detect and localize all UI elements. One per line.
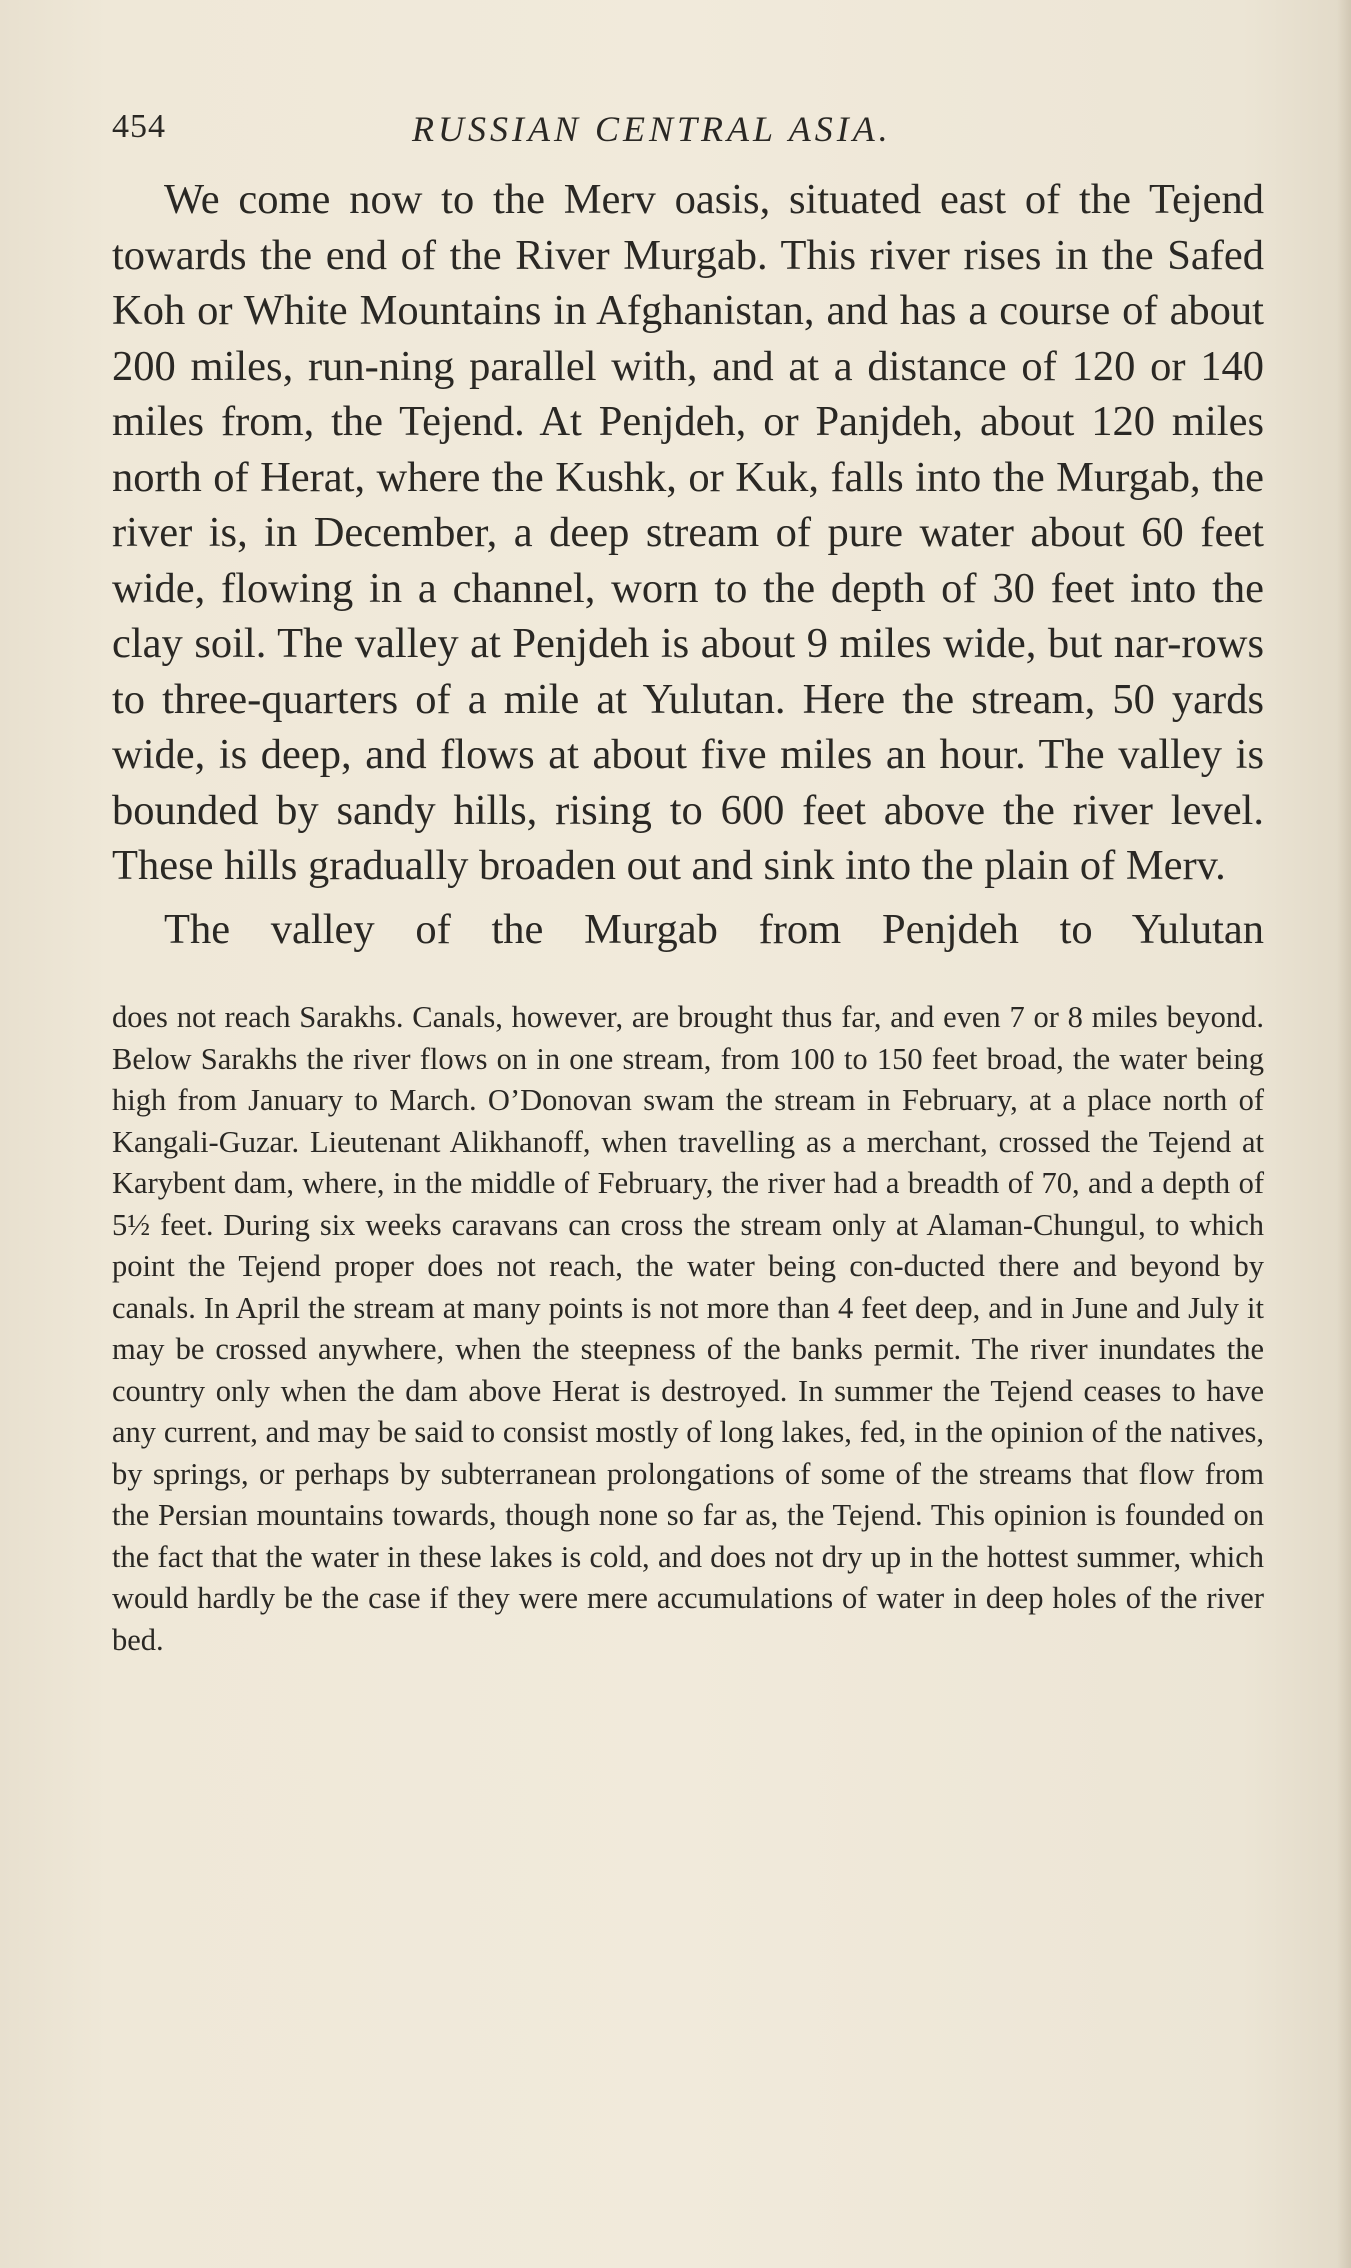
paragraph-merv-oasis: We come now to the Merv oasis, situated east of the Tejend towards the end of the River Murgab. This river rises in the Safed Koh or White Mountains in Afghanistan, and has a course of about 200 miles, run-ning parallel with, and at a distance of 120 or 140 miles from, the Tejend. At Penjdeh, or Panjdeh, about 120 miles north of Herat, where the Kushk, or Kuk, falls into the Murgab, the river is, in December, a deep stream of pure water about 60 feet wide, flowing in a channel, worn to the depth of 30 feet into the clay soil. The valley at Penjdeh is about 9 miles wide, but nar-rows to three-quarters of a mile at Yulutan. Here the stream, 50 yards wide, is deep, and flows at about five miles an hour. The valley is bounded by sandy hills, rising to 600 feet above the river level. These hills gradually broaden out and sink into the plain of Merv. [112,176,1264,889]
body-text [112,172,1264,1661]
paragraph-tejend-notes: does not reach Sarakhs. Canals, however, are brought thus far, and even 7 or 8 miles beyond. Below Sarakhs the river flows on in one stream, from 100 to 150 feet broad, the water being high from January to March. O’Donovan swam the stream in February, at a place north of Kangali-Guzar. Lieutenant Alikhanoff, when travelling as a merchant, crossed the Tejend at Karybent dam, where, in the middle of February, the river had a breadth of 70, and a depth of 5½ feet. During six weeks caravans can cross the stream only at Alaman-Chungul, to which point the Tejend proper does not reach, the water being con-ducted there and beyond by canals. In April the stream at many points is not more than 4 feet deep, and in June and July it may be crossed anywhere, when the steepness of the banks permit. The river inundates the country only when the dam above Herat is destroyed. In summer the Tejend ceases to have any current, and may be said to consist mostly of long lakes, fed, in the opinion of the natives, by springs, or perhaps by subterranean prolongations of some of the streams that flow from the Persian mountains towards, though none so far as, the Tejend. This opinion is founded on the fact that the water in these lakes is cold, and does not dry up in the hottest summer, which would hardly be the case if they were mere accumulations of water in deep holes of the river bed. [112,1000,1264,1657]
page-header [112,108,1262,156]
paragraph-murgab-valley-lead: The valley of the Murgab from Penjdeh to Yulutan [164,905,1264,953]
page-number: 454 [112,108,166,145]
running-head: RUSSIAN CENTRAL ASIA. [412,109,892,149]
page-edge-shadow [1337,0,1351,2268]
